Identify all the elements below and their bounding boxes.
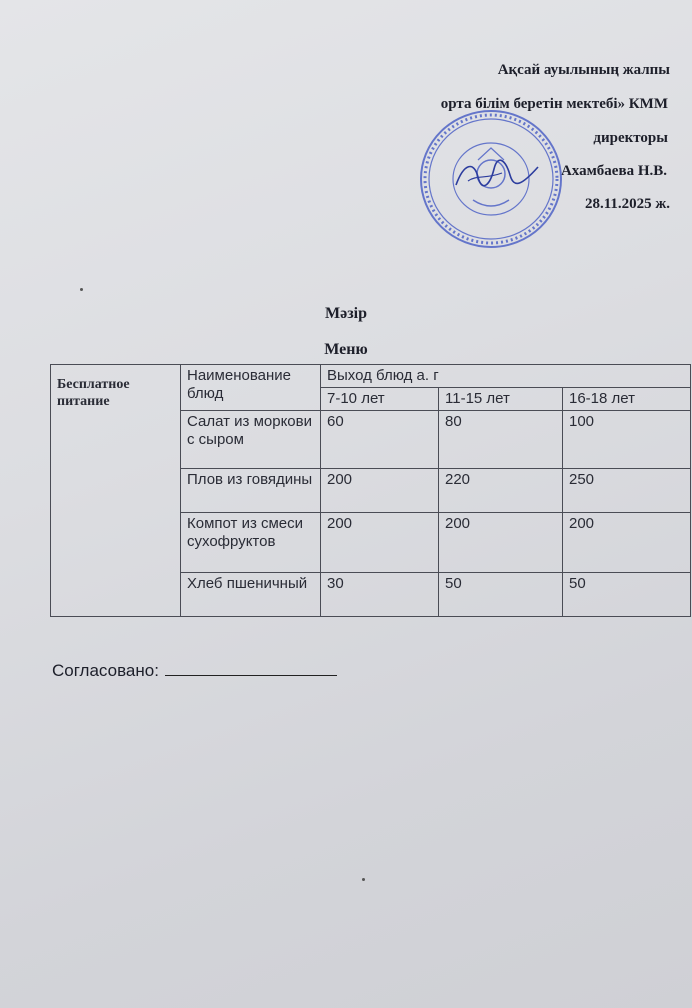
free-meal-label: Бесплатное питание [51, 365, 181, 617]
yield-value: 200 [563, 513, 691, 573]
approval-org-line1: Ақсай ауылының жалпы [497, 62, 670, 78]
yield-value: 30 [321, 573, 439, 617]
yield-value: 220 [439, 469, 563, 513]
yield-value: 60 [321, 411, 439, 469]
yield-value: 200 [321, 469, 439, 513]
agreed-line [52, 661, 337, 681]
yield-value: 50 [439, 573, 563, 617]
age-group-7-10: 7-10 лет [321, 388, 439, 411]
paper-speck [80, 288, 83, 291]
title-kazakh: Мәзір [325, 305, 367, 322]
yield-value: 250 [563, 469, 691, 513]
paper-speck [362, 878, 365, 881]
signature-blank-line [165, 661, 337, 676]
menu-table [50, 364, 691, 617]
yield-value: 80 [439, 411, 563, 469]
director-signature [452, 155, 542, 195]
yield-header: Выход блюд а. г [321, 365, 691, 388]
yield-value: 200 [439, 513, 563, 573]
approval-name: Ахамбаева Н.В. [560, 163, 667, 179]
age-group-11-15: 11-15 лет [439, 388, 563, 411]
dish-name: Плов из говядины [181, 469, 321, 513]
dish-name: Компот из смеси сухофруктов [181, 513, 321, 573]
dish-name: Хлеб пшеничный [181, 573, 321, 617]
approval-date: 28.11.2025 ж. [584, 196, 670, 212]
yield-value: 100 [563, 411, 691, 469]
age-group-16-18: 16-18 лет [563, 388, 691, 411]
dish-name: Салат из моркови с сыром [181, 411, 321, 469]
title-russian: Меню [324, 341, 368, 358]
approval-position: директоры [593, 130, 668, 146]
approval-org-line2: орта білім беретін мектебі» КММ [440, 96, 668, 112]
yield-value: 50 [563, 573, 691, 617]
yield-value: 200 [321, 513, 439, 573]
agreed-label: Согласовано: [52, 661, 159, 680]
dish-name-header: Наименование блюд [181, 365, 321, 411]
